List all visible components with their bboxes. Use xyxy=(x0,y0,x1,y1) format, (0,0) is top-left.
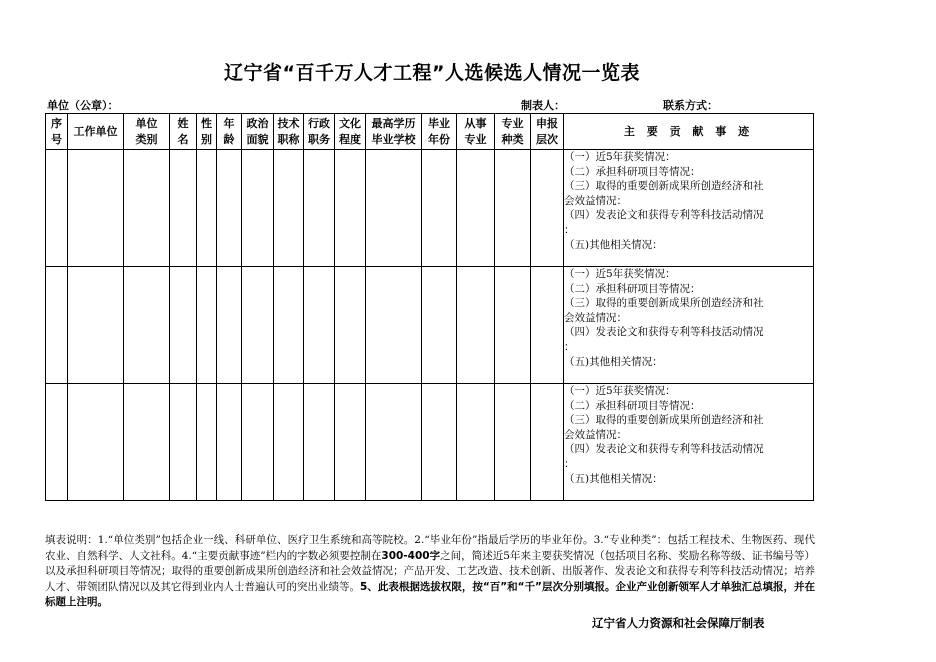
data-cell[interactable] xyxy=(217,267,242,384)
table-row xyxy=(46,384,814,501)
notes-text: 填表说明：1.“单位类别”包括企业一线、科研单位、医疗卫生系统和高等院校。2.“毕业年份”指最后学历的毕业年份。3.“专业种类”：包括工程技术、生物医药、现代农业、自然科学、人文社科。4.“主要贡献事迹”栏内的字数必须要控制在 xyxy=(45,534,815,562)
contribution-line: （四）发表论文和获得专利等科技活动情况 xyxy=(564,209,764,222)
column-header-line: 技术 xyxy=(277,116,300,130)
unit-seal-label: 单位（公章）： xyxy=(47,99,119,112)
column-header-1 xyxy=(68,114,124,150)
data-cell[interactable] xyxy=(68,150,124,267)
data-cell[interactable] xyxy=(495,384,531,501)
form-title-text: 辽宁省“百千万人才工程”人选候选人情况一览表 xyxy=(224,62,640,84)
data-cell[interactable] xyxy=(366,150,422,267)
data-cell[interactable] xyxy=(422,384,457,501)
column-header-line: 毕业学校 xyxy=(371,132,416,146)
column-header-12 xyxy=(457,114,495,150)
data-cell[interactable] xyxy=(170,267,197,384)
column-header-11 xyxy=(422,114,457,150)
contribution-line: （一）近5年获奖情况： xyxy=(564,385,676,397)
column-header-line: 年份 xyxy=(428,132,450,146)
data-cell[interactable] xyxy=(46,150,68,267)
column-header-line: 姓 xyxy=(177,116,189,130)
column-header-line: 程度 xyxy=(339,132,361,146)
data-cell[interactable] xyxy=(124,267,170,384)
column-header-line: 别 xyxy=(201,132,212,146)
data-cell[interactable] xyxy=(197,150,217,267)
column-header-6 xyxy=(242,114,274,150)
data-cell[interactable] xyxy=(274,267,304,384)
column-header-line: 名 xyxy=(177,132,189,146)
data-cell[interactable] xyxy=(495,150,531,267)
column-header-line: 职务 xyxy=(308,132,330,146)
contribution-line: （四）发表论文和获得专利等科技活动情况 xyxy=(564,443,764,456)
contribution-line: （二）承担科研项目等情况： xyxy=(564,165,701,178)
column-header-13 xyxy=(495,114,531,150)
table-row xyxy=(46,150,814,267)
column-header-line: 种类 xyxy=(501,132,524,146)
data-cell[interactable] xyxy=(335,384,366,501)
data-cell[interactable] xyxy=(170,150,197,267)
contribution-line: （二）承担科研项目等情况： xyxy=(564,282,701,295)
contribution-line: （五)其他相关情况： xyxy=(564,355,663,368)
data-cell[interactable] xyxy=(124,384,170,501)
data-cell[interactable] xyxy=(457,384,495,501)
column-header-7 xyxy=(274,114,304,150)
filling-instructions xyxy=(45,533,815,611)
column-header-line: 性 xyxy=(201,116,212,130)
column-header-line: 面貌 xyxy=(246,132,269,146)
data-cell[interactable] xyxy=(366,384,422,501)
contribution-line: ： xyxy=(564,340,575,353)
contribution-line: 会效益情况： xyxy=(564,311,627,324)
column-header-10 xyxy=(366,114,422,150)
column-header-2 xyxy=(124,114,170,150)
form-title xyxy=(0,58,936,85)
column-header-14 xyxy=(531,114,564,150)
column-header-line: 号 xyxy=(51,132,62,146)
contribution-line: （五)其他相关情况： xyxy=(564,472,663,485)
data-cell[interactable] xyxy=(422,150,457,267)
contribution-line: ： xyxy=(564,457,575,470)
data-cell[interactable] xyxy=(197,267,217,384)
notes-word-limit: 300-400字 xyxy=(381,549,441,562)
data-cell[interactable] xyxy=(274,150,304,267)
column-header-line: 申报 xyxy=(536,116,558,130)
data-cell[interactable] xyxy=(242,150,274,267)
contribution-cell[interactable] xyxy=(564,267,814,384)
column-header-line: 毕业 xyxy=(428,116,450,130)
column-header-line: 层次 xyxy=(536,132,558,146)
data-cell[interactable] xyxy=(531,267,564,384)
contribution-cell[interactable] xyxy=(564,384,814,501)
data-cell[interactable] xyxy=(495,267,531,384)
issuer-footer: 辽宁省人力资源和社会保障厅制表 xyxy=(592,616,765,630)
contribution-cell[interactable] xyxy=(564,150,814,267)
data-cell[interactable] xyxy=(242,267,274,384)
column-header-line: 序 xyxy=(51,116,62,130)
column-header-line: 最高学历 xyxy=(371,116,416,130)
column-header-line: 龄 xyxy=(223,132,235,146)
data-cell[interactable] xyxy=(68,267,124,384)
column-header-15 xyxy=(564,114,814,150)
column-header-line: 主 要 贡 献 事 迹 xyxy=(623,124,754,138)
column-header-line: 文化 xyxy=(339,116,361,130)
column-header-8 xyxy=(304,114,335,150)
contribution-line: （一）近5年获奖情况： xyxy=(564,268,676,280)
column-header-line: 专业 xyxy=(464,132,487,146)
contribution-line: （三）取得的重要创新成果所创造经济和社 xyxy=(564,180,764,193)
data-cell[interactable] xyxy=(46,267,68,384)
column-header-line: 工作单位 xyxy=(73,124,118,138)
table-body xyxy=(46,150,814,501)
notes-text-continued: 之间，简述近5年来主要获奖情况（包括项目名称、奖励名称等级、证书编号等）以及承担科研项目等情况；取得的重要创新成果所创造经济和社会效益情况；产品开发、工艺改造、技术创新、出版著作、发表论文和获得专利等科技活动情况；培养人才、带领团队情况以及其它得到业内人士普遍认可的突出业绩等。 xyxy=(45,549,815,593)
column-header-line: 行政 xyxy=(308,116,330,130)
contribution-line: （五)其他相关情况： xyxy=(564,238,663,251)
column-header-line: 专业 xyxy=(501,116,524,130)
data-cell[interactable] xyxy=(197,384,217,501)
column-header-4 xyxy=(197,114,217,150)
table-row xyxy=(46,267,814,384)
contribution-line: （二）承担科研项目等情况： xyxy=(564,399,701,412)
data-cell[interactable] xyxy=(68,384,124,501)
contribution-line: ： xyxy=(564,223,575,236)
data-cell[interactable] xyxy=(366,267,422,384)
contribution-line: （三）取得的重要创新成果所创造经济和社 xyxy=(564,297,764,310)
table-header-row xyxy=(46,114,814,150)
data-cell[interactable] xyxy=(422,267,457,384)
column-header-line: 年 xyxy=(223,116,235,130)
data-cell[interactable] xyxy=(46,384,68,501)
notes-bold-tail: 5、此表根据选拔权限，按“百”和“千”层次分别填报。企业产业创新领军人才单独汇总填报，并在标题上注明。 xyxy=(45,580,815,608)
data-cell[interactable] xyxy=(304,384,335,501)
data-cell[interactable] xyxy=(335,150,366,267)
data-cell[interactable] xyxy=(124,150,170,267)
data-cell[interactable] xyxy=(274,384,304,501)
data-cell[interactable] xyxy=(304,150,335,267)
contribution-line: （一）近5年获奖情况： xyxy=(564,151,676,163)
data-cell[interactable] xyxy=(304,267,335,384)
column-header-line: 从事 xyxy=(464,116,487,130)
data-cell[interactable] xyxy=(217,150,242,267)
data-cell[interactable] xyxy=(457,150,495,267)
column-header-line: 单位 xyxy=(135,116,158,130)
contact-label: 联系方式： xyxy=(663,99,718,112)
column-header-0 xyxy=(46,114,68,150)
column-header-3 xyxy=(170,114,197,150)
contribution-line: 会效益情况： xyxy=(564,428,627,441)
data-cell[interactable] xyxy=(335,267,366,384)
data-cell[interactable] xyxy=(242,384,274,501)
column-header-line: 政治 xyxy=(246,116,269,130)
column-header-line: 类别 xyxy=(135,132,158,146)
data-cell[interactable] xyxy=(457,267,495,384)
contribution-line: 会效益情况： xyxy=(564,194,627,207)
data-cell[interactable] xyxy=(170,384,197,501)
column-header-line: 职称 xyxy=(277,132,300,146)
contribution-line: （三）取得的重要创新成果所创造经济和社 xyxy=(564,414,764,427)
data-cell[interactable] xyxy=(531,384,564,501)
column-header-9 xyxy=(335,114,366,150)
candidate-table xyxy=(45,113,814,501)
contribution-line: （四）发表论文和获得专利等科技活动情况 xyxy=(564,326,764,339)
column-header-5 xyxy=(217,114,242,150)
preparer-label: 制表人： xyxy=(521,99,565,112)
data-cell[interactable] xyxy=(531,150,564,267)
data-cell[interactable] xyxy=(217,384,242,501)
